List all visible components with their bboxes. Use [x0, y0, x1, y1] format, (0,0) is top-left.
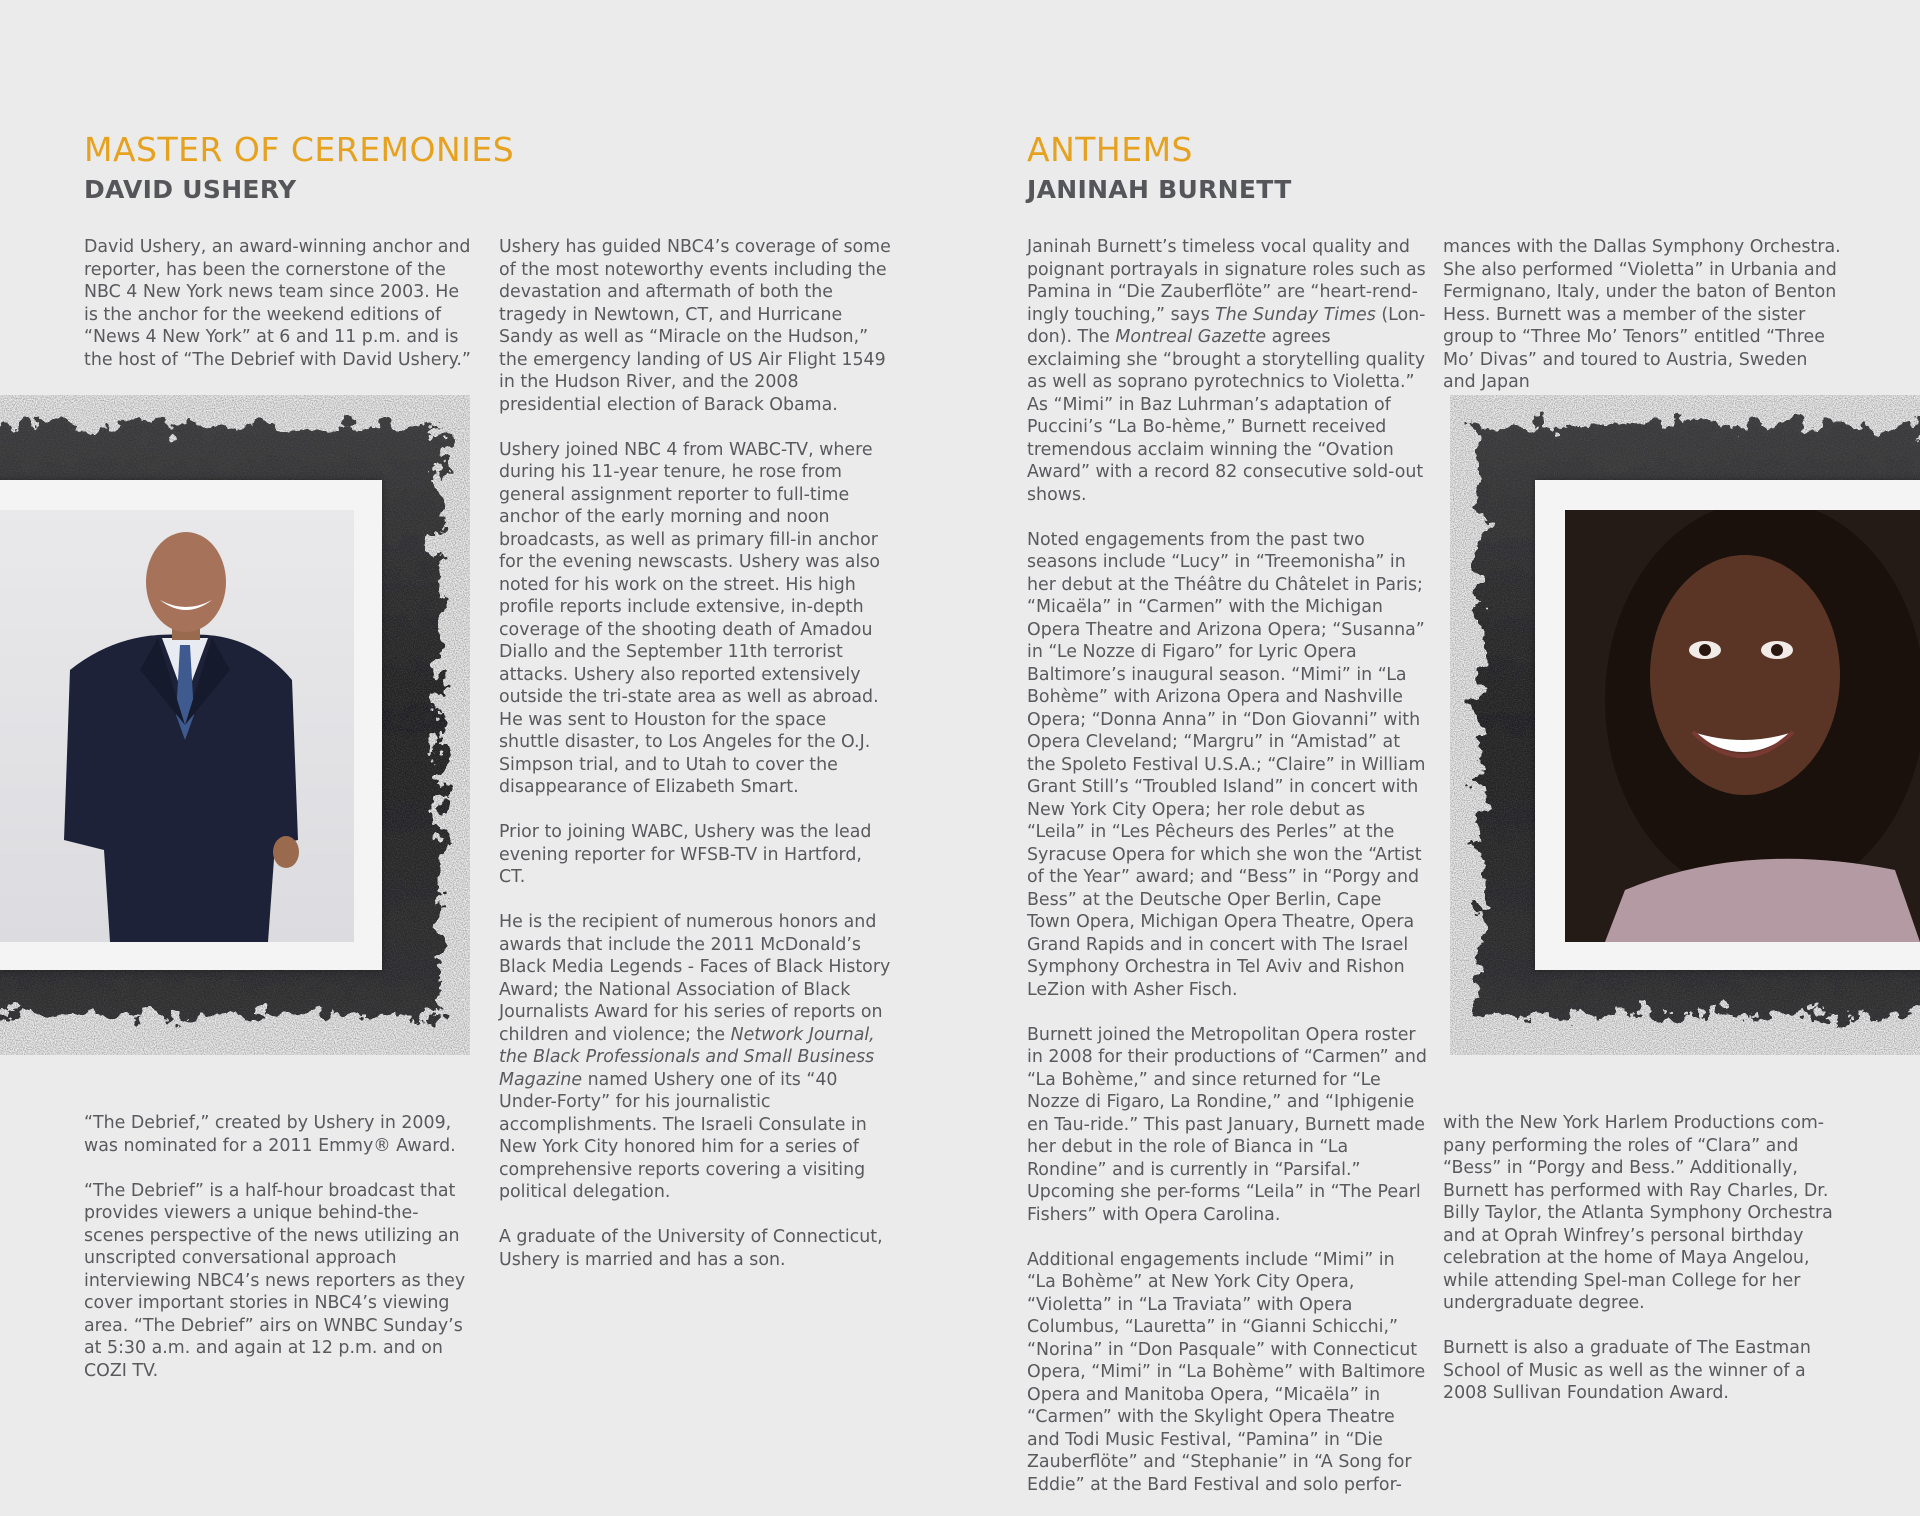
- right-column-1: [1027, 236, 1427, 1496]
- paragraph: [1027, 236, 1427, 506]
- paragraph: Additional engagements include “Mimi” in “La Bohème” at New York City Opera, “Violetta” in “La Traviata” with Opera Columbus, “Lauretta” in “Gianni Schicchi,” “Norina” in “Don Pasquale” with Connecticut Opera, “Mimi” in “La Bohème” with Baltimore Opera and Manitoba Opera, “Micaëla” in “Carmen” with the Skylight Opera Theatre and Todi Music Festival, “Pamina” in “Die Zauberflöte” and “Stephanie” in “A Song for Eddie” at the Bard Festival and solo perfor-: [1027, 1249, 1426, 1495]
- text-span: agrees exclaiming she “brought a storytelling quality as well as soprano pyrotechnics to Violetta.” As “Mimi” in Baz Luhrman’s adaptation of Puccini’s “La Bo-hème,” Burnett received tremendous acclaim winning the “Ovation Award” with a record 82 consecutive sold-out shows.: [1027, 327, 1426, 505]
- paragraph: Ushery has guided NBC4’s coverage of some of the most noteworthy events including the devastation and aftermath of both the tragedy in Newtown, CT, and Hurricane Sandy as well as “Miracle on the Hudson,” the emergency landing of US Air Flight 1549 in the Hudson River, and the 2008 presidential election of Barack Obama.: [499, 237, 891, 415]
- paragraph: “The Debrief” is a half-hour broadcast that provides viewers a unique behind-the-scenes perspective of the news utilizing an unscripted conversational approach interviewing NBC4’s news reporters as they cover important stories in NBC4’s viewing area. “The Debrief” airs on WNBC Sunday’s at 5:30 a.m. and again at 12 p.m. and on COZI TV.: [84, 1180, 466, 1381]
- person-name-david-ushery: DAVID USHERY: [84, 175, 297, 204]
- paragraph: with the New York Harlem Productions com-pany performing the roles of “Clara” and “Bess” in “Porgy and Bess.” Additionally, Burnett has performed with Ray Charles, Dr. Billy Taylor, the Atlanta Symphony Orchestra and at Oprah Winfrey’s personal birthday celebration at the home of Maya Angelou, while attending Spel-man College for her undergraduate degree.: [1443, 1113, 1833, 1313]
- paragraph: Prior to joining WABC, Ushery was the lead evening reporter for WFSB-TV in Hartford, CT.: [499, 822, 872, 887]
- paragraph: [499, 911, 891, 1204]
- text-span: named Ushery one of its “40 Under-Forty” for his journalistic accomplishments. The Israeli Consulate in New York City honored him for a series of comprehensive reports covering a visiting political delegation.: [499, 1069, 867, 1202]
- text-span: (Lon-don). The: [1027, 304, 1426, 347]
- section-title-master-of-ceremonies: MASTER OF CEREMONIES: [84, 130, 515, 169]
- italic-publication: Network Journal, the Black Professionals and Small Business Magazine: [499, 1024, 875, 1090]
- italic-publication: Montreal Gazette: [1115, 327, 1267, 347]
- text-span: He is the recipient of numerous honors and awards that include the 2011 McDonald’s Black Media Legends - Faces of Black History Award; the National Association of Black Journalists Award for his series of reports on children and violence; the: [499, 912, 891, 1045]
- paragraph: Noted engagements from the past two seasons include “Lucy” in “Treemonisha” in her debut at the Théâtre du Châtelet in Paris; “Micaëla” in “Carmen” with the Michigan Opera Theatre and Arizona Opera; “Susanna” in “Le Nozze di Figaro” for Lyric Opera Baltimore’s inaugural season. “Mimi” in “La Bohème” with Arizona Opera and Nashville Opera; “Donna Anna” in “Don Giovanni” with Opera Cleveland; “Margru” in “Amistad” at the Spoleto Festival U.S.A.; “Claire” in William Grant Still’s “Troubled Island” in concert with New York City Opera; her role debut as “Leila” in “Les Pêcheurs des Perles” at the Syracuse Opera for which she won the “Artist of the Year” award; and “Bess” in “Porgy and Bess” at the Deutsche Oper Berlin, Cape Town Opera, Michigan Opera Theatre, Opera Grand Rapids and in concert with The Israel Symphony Orchestra in Tel Aviv and Rishon LeZion with Asher Fisch.: [1027, 529, 1426, 1000]
- photo-panel-janinah-burnett: [1450, 395, 1920, 1055]
- paragraph: Burnett is also a graduate of The Eastman School of Music as well as the winner of a 2008 Sullivan Foundation Award.: [1443, 1338, 1811, 1403]
- text-span: Janinah Burnett’s timeless vocal quality and poignant portrayals in signature roles such as Pamina in “Die Zauberflöte” are “heart-rend-ingly touching,” says: [1027, 237, 1426, 325]
- paragraph: A graduate of the University of Connecticut, Ushery is married and has a son.: [499, 1227, 883, 1270]
- left-column-1-top: [84, 236, 472, 371]
- paragraph: “The Debrief,” created by Ushery in 2009, was nominated for a 2011 Emmy® Award.: [84, 1113, 456, 1156]
- portrait-illustration: [1565, 510, 1920, 942]
- paragraph: David Ushery, an award-winning anchor and reporter, has been the cornerstone of the NBC 4 New York news team since 2003. He is the anchor for the weekend editions of “News 4 New York” at 6 and 11 p.m. and is the host of “The Debrief with David Ushery.”: [84, 237, 471, 370]
- italic-publication: The Sunday Times: [1215, 304, 1376, 325]
- left-column-1-bottom: [84, 1112, 472, 1382]
- photo-panel-david-ushery: [0, 395, 470, 1055]
- paragraph: Ushery joined NBC 4 from WABC-TV, where during his 11-year tenure, he rose from general assignment reporter to full-time anchor of the early morning and noon broadcasts, as well as primary fill-in anchor for the evening newscasts. Ushery was also noted for his work on the street. His high profile reports include extensive, in-depth coverage of the shooting death of Amadou Diallo and the September 11th terrorist attacks. Ushery also reported extensively outside the tri-state area as well as abroad. He was sent to Houston for the space shuttle disaster, to Los Angeles for the O.J. Simpson trial, and to Utah to cover the disappearance of Elizabeth Smart.: [499, 439, 880, 797]
- portrait-photo-janinah-burnett: [1565, 510, 1920, 942]
- paragraph: Burnett joined the Metropolitan Opera roster in 2008 for their productions of “Carmen” and “La Bohème,” and since returned for “Le Nozze di Figaro, La Rondine,” and “Iphigenie en Tau-ride.” This past January, Burnett made her debut in the role of Bianca in “La Rondine” and is currently in “Parsifal.” Upcoming she per-forms “Leila” in “The Pearl Fishers” with Opera Carolina.: [1027, 1024, 1427, 1225]
- portrait-illustration: [0, 510, 354, 942]
- portrait-photo-david-ushery: [0, 510, 354, 942]
- right-column-2-top: [1443, 236, 1843, 394]
- section-title-anthems: ANTHEMS: [1027, 130, 1194, 169]
- right-column-2-bottom: [1443, 1112, 1843, 1405]
- person-name-janinah-burnett: JANINAH BURNETT: [1027, 175, 1292, 204]
- paragraph: mances with the Dallas Symphony Orchestra. She also performed “Violetta” in Urbania and Fermignano, Italy, under the baton of Benton Hess. Burnett was a member of the sister group to “Three Mo’ Tenors” entitled “Three Mo’ Divas” and toured to Austria, Sweden and Japan: [1443, 237, 1841, 392]
- left-column-2: [499, 236, 891, 1271]
